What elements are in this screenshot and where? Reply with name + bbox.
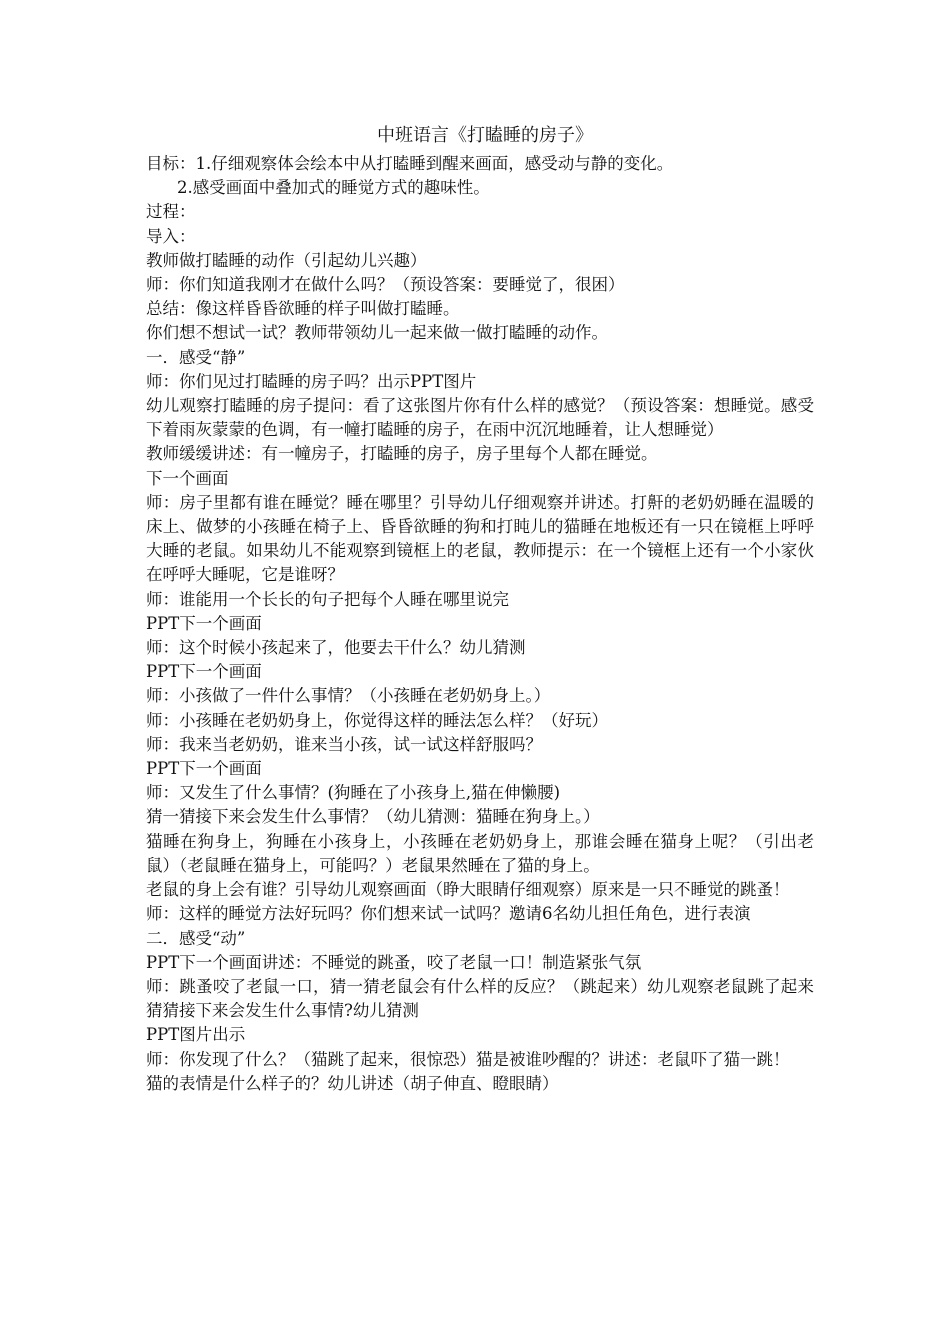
paragraph: 猫的表情是什么样子的？幼儿讲述（胡子伸直、瞪眼睛） (146, 1073, 559, 1093)
paragraph: 下一个画面 (146, 468, 229, 488)
goal-line-2: 2.感受画面中叠加式的睡觉方式的趣味性。 (177, 178, 490, 198)
paragraph: 猜一猜接下来会发生什么事情？（幼儿猜测：猫睡在狗身上。） (146, 807, 600, 827)
section-heading-quiet: 一．感受“静” (146, 347, 246, 367)
paragraph: 师：我来当老奶奶，谁来当小孩，试一试这样舒服吗？ (146, 734, 542, 754)
paragraph: 教师做打瞌睡的动作（引起幼儿兴趣） (146, 250, 427, 270)
paragraph: 师：小孩做了一件什么事情？（小孩睡在老奶奶身上。） (146, 686, 551, 706)
paragraph: 教师缓缓讲述：有一幢房子，打瞌睡的房子，房子里每个人都在睡觉。 (146, 444, 658, 464)
paragraph: 师：这样的睡觉方法好玩吗？你们想来试一试吗？邀请6名幼儿担任角色，进行表演 (146, 904, 751, 924)
paragraph: 师：谁能用一个长长的句子把每个人睡在哪里说完 (146, 589, 509, 609)
paragraph: 猫睡在狗身上，狗睡在小孩身上，小孩睡在老奶奶身上，那谁会睡在猫身上呢？（引出老鼠）（老鼠睡在猫身上，可能吗？）老鼠果然睡在了猫的身上。 (146, 831, 814, 875)
paragraph: 师：你们见过打瞌睡的房子吗？出示PPT图片 (146, 371, 477, 391)
paragraph: 师：这个时候小孩起来了，他要去干什么？幼儿猜测 (146, 638, 526, 658)
intro-heading: 导入： (146, 226, 196, 246)
section-heading-motion: 二．感受“动” (146, 928, 246, 948)
paragraph: PPT下一个画面 (146, 613, 262, 633)
paragraph: 师：跳蚤咬了老鼠一口，猜一猜老鼠会有什么样的反应？（跳起来）幼儿观察老鼠跳了起来 猜猜接下来会发生什么事情?幼儿猜测 (146, 976, 814, 1021)
document-title: 中班语言《打瞌睡的房子》 (377, 125, 593, 146)
paragraph: PPT下一个画面 (146, 759, 262, 779)
paragraph: 师：你们知道我刚才在做什么吗？（预设答案：要睡觉了，很困） (146, 275, 625, 295)
goal-line-1: 目标：1.仔细观察体会绘本中从打瞌睡到醒来画面，感受动与静的变化。 (146, 154, 674, 173)
paragraph: 师：你发现了什么？（猫跳了起来，很惊恐）猫是被谁吵醒的？讲述：老鼠吓了猫一跳！ (146, 1049, 790, 1069)
paragraph: PPT下一个画面 (146, 662, 262, 682)
paragraph: 你们想不想试一试？教师带领幼儿一起来做一做打瞌睡的动作。 (146, 323, 608, 343)
paragraph: PPT图片出示 (146, 1025, 246, 1045)
document-page (146, 122, 814, 1096)
paragraph: 师：又发生了什么事情？(狗睡在了小孩身上,猫在伸懒腰) (146, 783, 561, 803)
process-heading: 过程： (146, 202, 196, 222)
paragraph: 幼儿观察打瞌睡的房子提问：看了这张图片你有什么样的感觉？（预设答案：想睡觉。感受下着雨灰蒙蒙的色调，有一幢打瞌睡的房子，在雨中沉沉地睡着，让人想睡觉） (146, 396, 814, 440)
paragraph: 师：房子里都有谁在睡觉？睡在哪里？引导幼儿仔细观察并讲述。打鼾的老奶奶睡在温暖的床上、做梦的小孩睡在椅子上、昏昏欲睡的狗和打盹儿的猫睡在地板还有一只在镜框上呼呼大睡的老鼠。如果幼儿不能观察到镜框上的老鼠，教师提示：在一个镜框上还有一个小家伙在呼呼大睡呢，它是谁呀？ (146, 492, 814, 585)
paragraph: 师：小孩睡在老奶奶身上，你觉得这样的睡法怎么样？（好玩） (146, 710, 608, 730)
paragraph: 总结：像这样昏昏欲睡的样子叫做打瞌睡。 (146, 299, 460, 319)
paragraph: 老鼠的身上会有谁？引导幼儿观察画面（睁大眼睛仔细观察）原来是一只不睡觉的跳蚤！ (146, 880, 790, 900)
paragraph: PPT下一个画面讲述：不睡觉的跳蚤，咬了老鼠一口！制造紧张气氛 (146, 952, 642, 972)
